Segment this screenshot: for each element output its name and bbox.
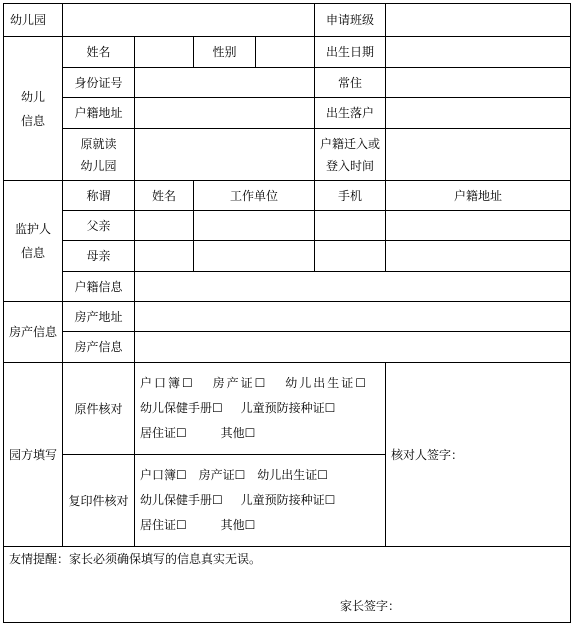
birth-register-label: 出生落户	[315, 98, 386, 129]
child-name-field[interactable]	[135, 37, 194, 68]
id-number-field[interactable]	[135, 68, 315, 98]
hukou-info-field[interactable]	[135, 272, 571, 302]
property-detail-field[interactable]	[135, 332, 571, 363]
notice-text: 友情提醒：家长必须确保填写的信息真实无误。	[9, 552, 262, 566]
original-birth-cert-checkbox[interactable]: 幼儿出生证☐	[285, 376, 368, 390]
apply-class-label: 申请班级	[315, 4, 386, 37]
hukou-address-label: 户籍地址	[63, 98, 135, 129]
id-number-label: 身份证号	[63, 68, 135, 98]
copy-other-checkbox[interactable]: 其他☐	[220, 518, 256, 532]
notice-box	[4, 547, 571, 623]
mother-hukou-field[interactable]	[386, 241, 571, 272]
father-phone-field[interactable]	[315, 211, 386, 241]
original-other-checkbox[interactable]: 其他☐	[220, 426, 256, 440]
father-employer-field[interactable]	[194, 211, 315, 241]
original-hukou-checkbox[interactable]: 户口簿☐	[140, 376, 195, 390]
parent-signature[interactable]: 家长签字：	[340, 599, 401, 613]
guardian-header-employer: 工作单位	[194, 181, 315, 211]
mother-phone-field[interactable]	[315, 241, 386, 272]
guardian-header-hukou: 户籍地址	[386, 181, 571, 211]
original-vaccination-checkbox[interactable]: 儿童预防接种证☐	[240, 401, 336, 415]
hukou-info-label: 户籍信息	[63, 272, 135, 302]
property-address-label: 房产地址	[63, 302, 135, 332]
verifier-signature[interactable]: 核对人签字：	[386, 363, 571, 547]
mother-label: 母亲	[63, 241, 135, 272]
registration-form	[3, 3, 571, 623]
copy-check-options	[135, 455, 386, 547]
office-section: 园方填写	[4, 363, 63, 547]
copy-vaccination-checkbox[interactable]: 儿童预防接种证☐	[240, 493, 336, 507]
copy-birth-cert-checkbox[interactable]: 幼儿出生证☐	[257, 468, 328, 482]
prev-school-field[interactable]	[135, 129, 315, 181]
birth-date-field[interactable]	[386, 37, 571, 68]
apply-class-field[interactable]	[386, 4, 571, 37]
original-residence-permit-checkbox[interactable]: 居住证☐	[140, 426, 187, 440]
original-check-options	[135, 363, 386, 455]
kindergarten-field[interactable]	[63, 4, 315, 37]
guardian-header-title: 称谓	[63, 181, 135, 211]
mother-employer-field[interactable]	[194, 241, 315, 272]
prev-school-label: 原就读 幼儿园	[63, 129, 135, 181]
original-check-label: 原件核对	[63, 363, 135, 455]
hukou-address-field[interactable]	[135, 98, 315, 129]
guardian-header-phone: 手机	[315, 181, 386, 211]
child-gender-field[interactable]	[256, 37, 315, 68]
copy-health-book-checkbox[interactable]: 幼儿保健手册☐	[140, 493, 223, 507]
hukou-move-field[interactable]	[386, 129, 571, 181]
copy-check-label: 复印件核对	[63, 455, 135, 547]
father-name-field[interactable]	[135, 211, 194, 241]
child-info-section: 幼儿 信息	[4, 37, 63, 181]
property-info-section: 房产信息	[4, 302, 63, 363]
father-label: 父亲	[63, 211, 135, 241]
residence-field[interactable]	[386, 68, 571, 98]
property-address-field[interactable]	[135, 302, 571, 332]
property-detail-label: 房产信息	[63, 332, 135, 363]
copy-residence-permit-checkbox[interactable]: 居住证☐	[140, 518, 187, 532]
child-name-label: 姓名	[63, 37, 135, 68]
father-hukou-field[interactable]	[386, 211, 571, 241]
child-gender-label: 性别	[194, 37, 256, 68]
original-health-book-checkbox[interactable]: 幼儿保健手册☐	[140, 401, 223, 415]
hukou-move-label: 户籍迁入或 登入时间	[315, 129, 386, 181]
copy-hukou-checkbox[interactable]: 户口簿☐	[140, 468, 187, 482]
mother-name-field[interactable]	[135, 241, 194, 272]
copy-property-checkbox[interactable]: 房产证☐	[198, 468, 246, 482]
original-property-checkbox[interactable]: 房产证☐	[212, 376, 268, 390]
guardian-header-name: 姓名	[135, 181, 194, 211]
residence-label: 常住	[315, 68, 386, 98]
kindergarten-label: 幼儿园	[4, 4, 63, 37]
guardian-info-section: 监护人 信息	[4, 181, 63, 302]
birth-date-label: 出生日期	[315, 37, 386, 68]
birth-register-field[interactable]	[386, 98, 571, 129]
